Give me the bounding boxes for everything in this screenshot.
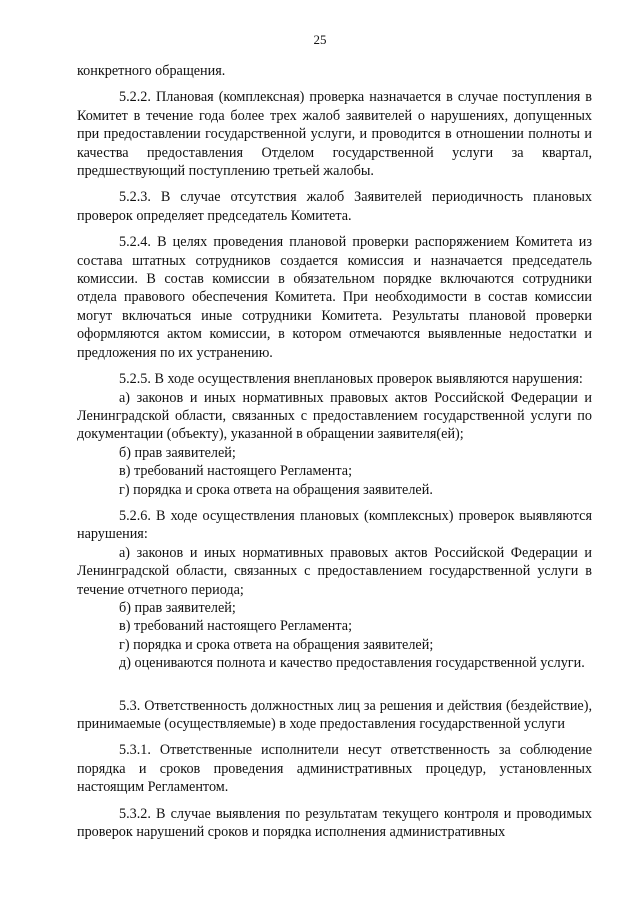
paragraph: 5.2.5. В ходе осуществления внеплановых проверок выявляются нарушения: [119,371,583,388]
paragraph: б) прав заявителей; [119,599,236,616]
paragraph: г) порядка и срока ответа на обращения заявителей; [119,636,434,653]
paragraph: б) прав заявителей; [119,444,236,461]
paragraph: в) требований настоящего Регламента; [119,463,353,480]
document-body [77,62,592,841]
paragraph: в) требований настоящего Регламента; [119,618,353,635]
paragraph: а) законов и иных нормативных правовых актов Российской Федерации и Ленинградской области, связанных с предоставлением государственной услуги в течение отчетного периода; [77,544,592,598]
paragraph: 5.2.4. В целях проведения плановой проверки распоряжением Комитета из состава штатных сотрудников создается комиссия и назначается председатель комиссии. В состав комиссии в обязательном порядке включаются сотрудники отдела правового обеспечения Комитета. При необходимости в состав комиссии могут включаться иные сотрудники Комитета. Результаты плановой проверки оформляются актом комиссии, в котором отмечаются выявленные недостатки и предложения по их устранению. [77,234,592,361]
paragraph: 5.3.1. Ответственные исполнители несут ответственность за соблюдение порядка и сроков проведения административных процедур, установленных настоящим Регламентом. [77,742,592,796]
paragraph: 5.2.3. В случае отсутствия жалоб Заявителей периодичность плановых проверок определяет председатель Комитета. [77,189,592,224]
paragraph: г) порядка и срока ответа на обращения заявителей. [119,481,433,498]
paragraph: 5.2.6. В ходе осуществления плановых (комплексных) проверок выявляются нарушения: [77,507,592,543]
paragraph: а) законов и иных нормативных правовых актов Российской Федерации и Ленинградской области, связанных с предоставлением государственной услуги по документации (объекту), указанной в обращении заявителя(ей); [77,389,592,443]
paragraph: 5.2.2. Плановая (комплексная) проверка назначается в случае поступления в Комитет в течение года более трех жалоб заявителей о нарушениях, допущенных при предоставлении государственной услуги, и проводится в отношении полноты и качества предоставления Отделом государственной услуги за квартал, предшествующий поступлению третьей жалобы. [77,89,592,180]
paragraph: 5.3. Ответственность должностных лиц за решения и действия (бездействие), принимаемые (осуществляемые) в ходе предоставления государственной услуги [77,697,592,732]
page-number: 25 [313,32,327,47]
paragraph: д) оцениваются полнота и качество предоставления государственной услуги. [119,655,585,672]
paragraph: конкретного обращения. [77,63,226,79]
paragraph: 5.3.2. В случае выявления по результатам текущего контроля и проводимых проверок нарушений сроков и порядка исполнения административных [77,805,592,841]
